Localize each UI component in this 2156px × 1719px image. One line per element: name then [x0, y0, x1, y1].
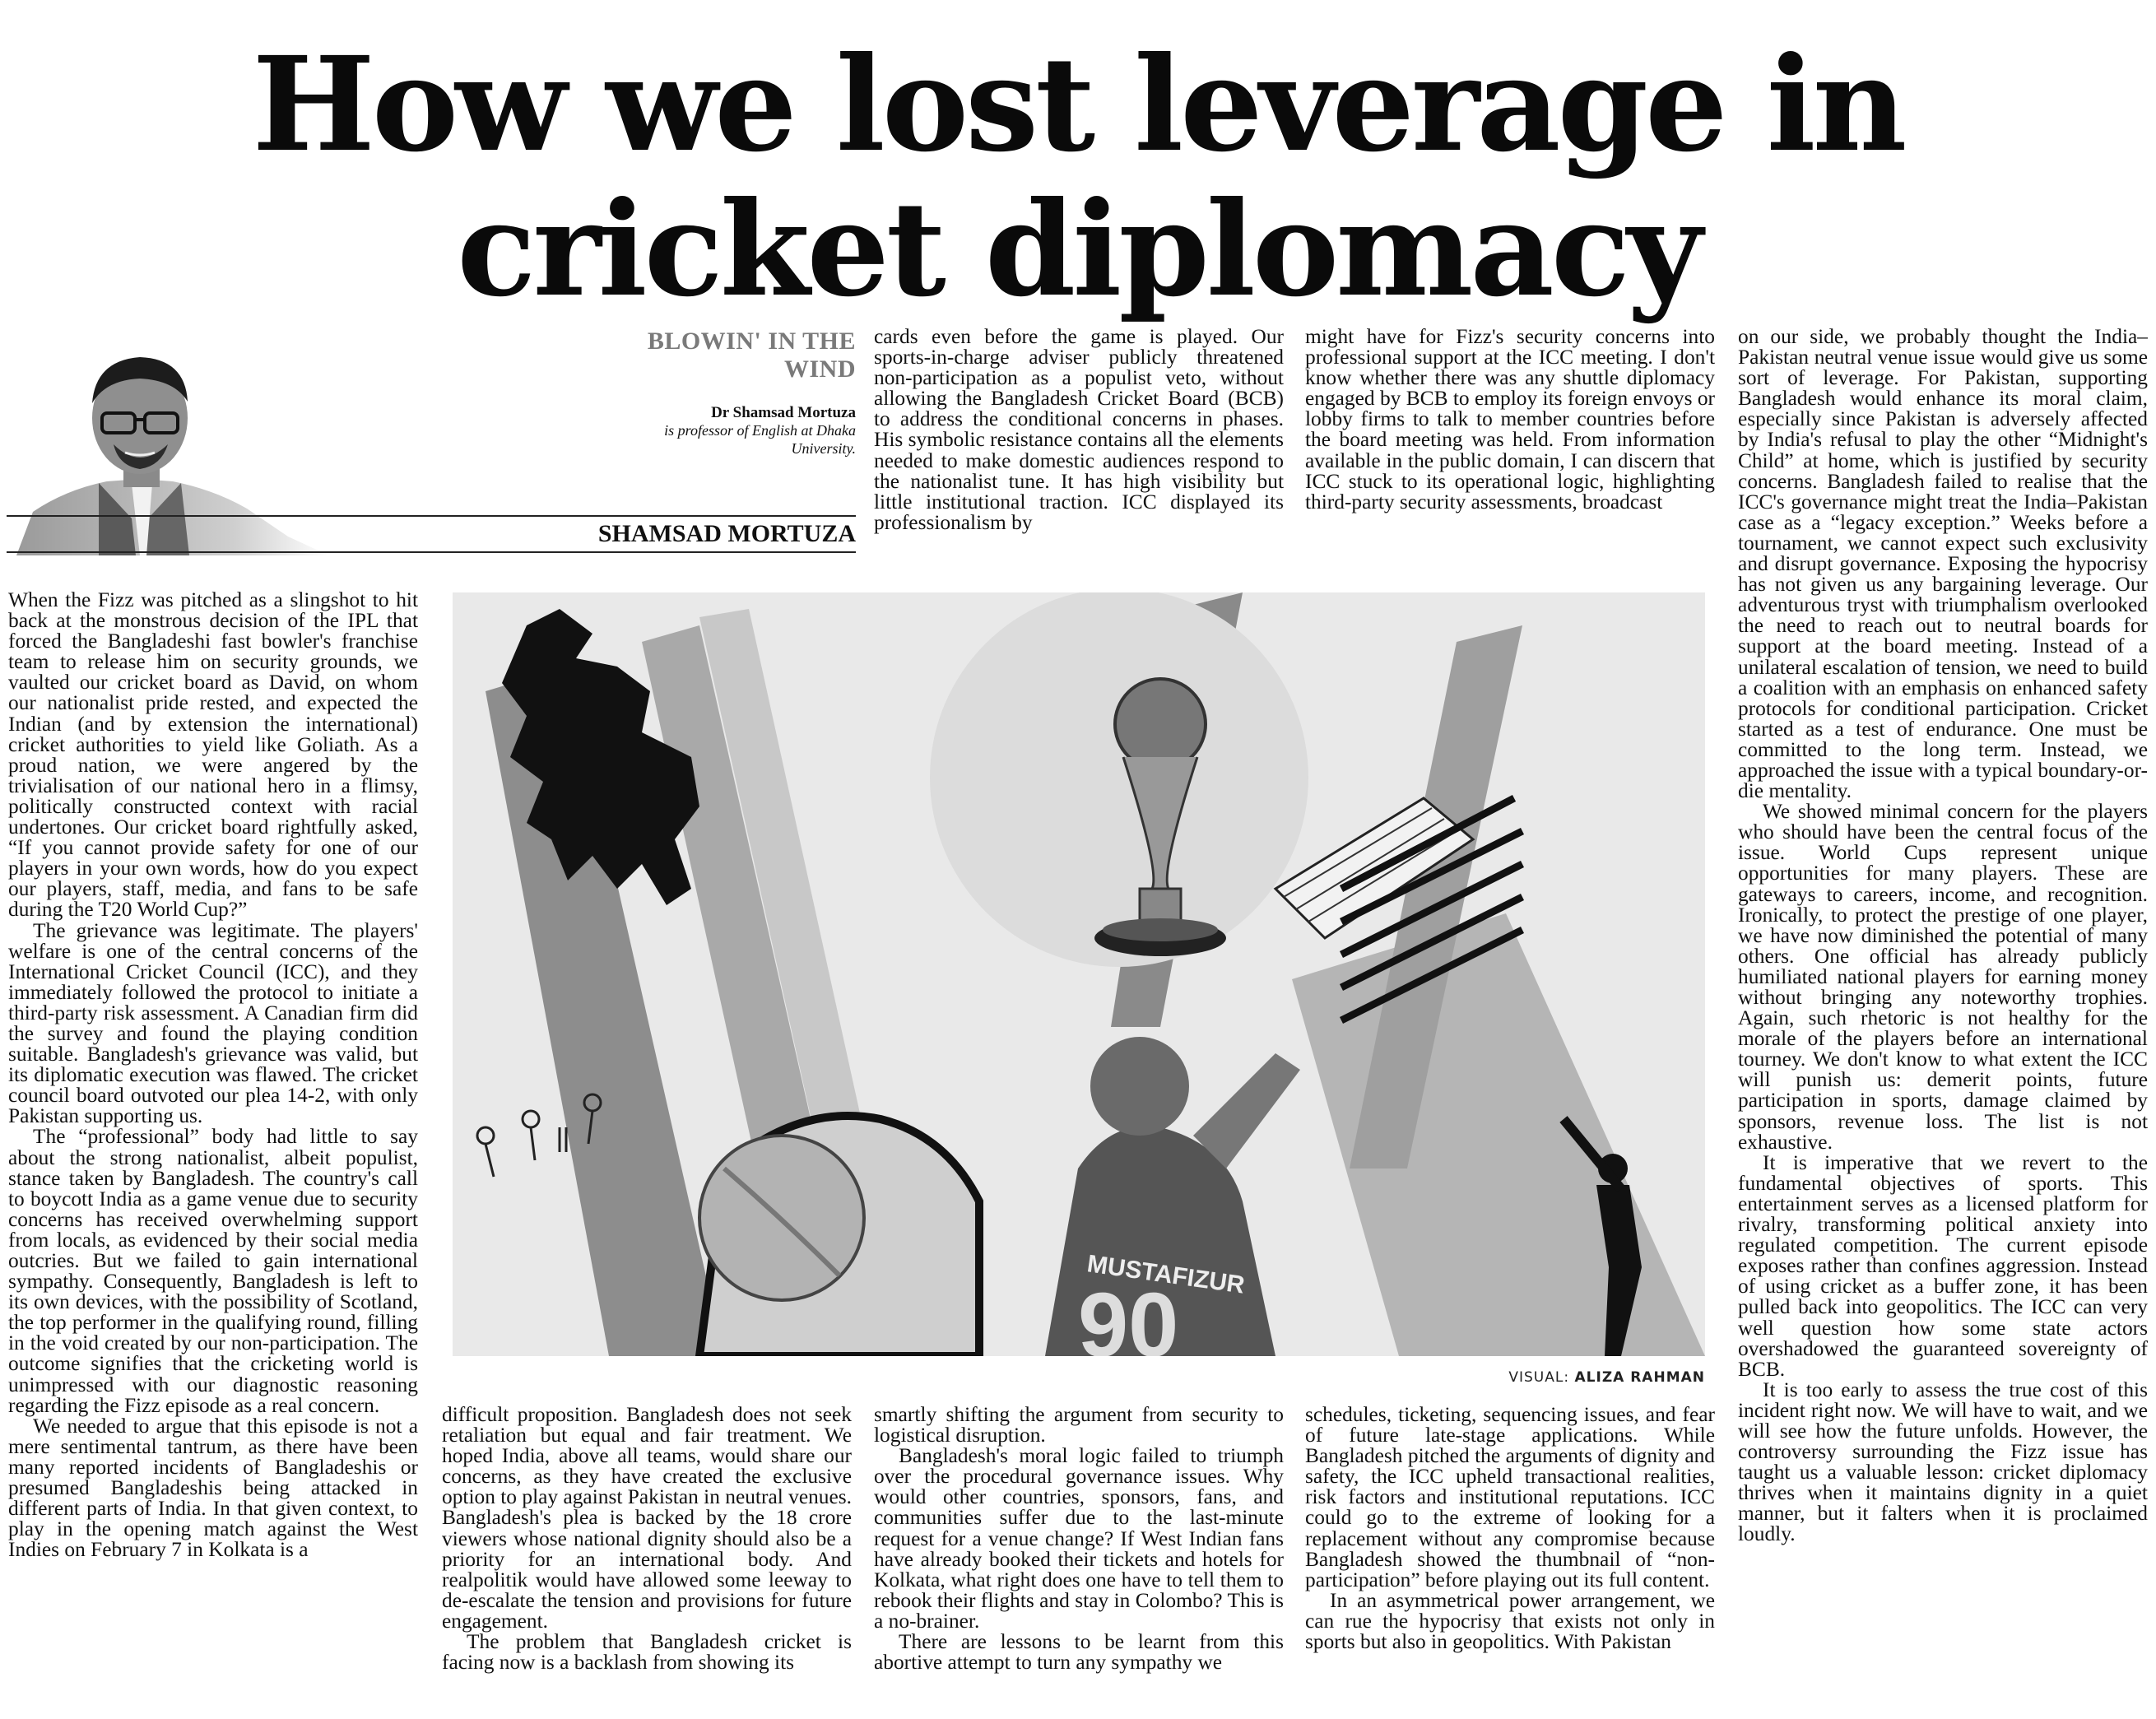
article-column-3-top [1305, 327, 1715, 557]
paragraph: The grievance was legitimate. The players' welfare is one of the central concerns of the International Cricket Council (ICC), and they immediately followed the protocol to initiate a third-party risk assessment. A Canadian firm did the survey and found the playing condition suitable. Bangladesh's grievance was valid, but its diplomatic execution was flawed. The cricket council board outvoted our plea 14-2, with only Pakistan supporting us. [8, 918, 418, 1128]
byline-rule-top [7, 515, 856, 517]
visual-credit: VISUAL: ALIZA RAHMAN [1508, 1369, 1705, 1386]
paragraph: The “professional” body had little to say about the strong nationalist, albeit populist, stance taken by Bangladesh. The country's call to boycott India as a game venue due to security concerns has received overwhelming support from locals, as evidenced by their social media outcries. But we failed to gain international sympathy. Consequently, Bangladesh is left to its own devices, with the possibility of Scotland, the top performer in the qualifying round, filling in the void created by our non-participation. The outcome signifies that the cricketing world is unimpressed with our diagnostic reasoning regarding the Fizz episode as a real concern. [8, 1125, 418, 1417]
jersey-number: 90 [1078, 1275, 1179, 1356]
paragraph: Bangladesh's moral logic failed to triumph over the procedural governance issues. Why would other countries, sponsors, fans, and communities suffer due to the last-minute request for a venue change? If West Indian fans have already booked their tickets and hotels for Kolkata, what right does one have to tell them to rebook their flights and stay in Colombo? This is a no-brainer. [874, 1444, 1284, 1633]
author-bio: is professor of English at Dhaka University. [664, 422, 856, 457]
headline-line-1: How we lost leverage in [252, 29, 1904, 181]
paragraph: The problem that Bangladesh cricket is facing now is a backlash from showing its [442, 1630, 852, 1675]
paragraph: We showed minimal concern for the players who should have been the central focus of the issue. World Cups represent unique opportunities for many players. These are gateways to careers, income, and recognition. Ironically, to protect the prestige of one player, we have now diminished the potential of many others. One official has already publicly humiliated national players for earning money without bringing any noteworthy trophies. Again, such rhetoric is not healthy for the morale of the players before an international tourney. We don't know to what extent the ICC will punish us: demerit points, future participation in sports, damage claimed by sponsors, revenue loss. The list is not exhaustive. [1738, 800, 2148, 1154]
paragraph: schedules, ticketing, sequencing issues, and fear of future late-stage applications. While Bangladesh pitched the arguments of dignity and safety, the ICC upheld transactional realities, risk factors and institutional reputations. ICC could go to the extreme of looking for a replacement without any compromise because Bangladesh showed the thumbnail of “non-participation” before playing out its full content. [1305, 1405, 1715, 1591]
paragraph: It is too early to assess the true cost of this incident right now. We will have to wait, and we will see how the future unfolds. However, the controversy surrounding the Fizz issue has taught us a valuable lesson: cricket diplomacy thrives when it maintains dignity in a quiet manner, but it falters when it is proclaimed loudly. [1738, 1378, 2148, 1546]
article-illustration [453, 592, 1705, 1356]
column-name: BLOWIN' IN THE WIND [647, 328, 856, 383]
article-column-2-bottom [442, 1405, 852, 1709]
headline-line-2: cricket diplomacy [457, 174, 1699, 326]
article-column-3-bottom [874, 1405, 1284, 1709]
jersey-name: MUSTAFIZUR [1085, 1250, 1247, 1299]
paragraph: There are lessons to be learnt from this abortive attempt to turn any sympathy we [874, 1630, 1284, 1675]
cricket-ball-icon [699, 1116, 979, 1356]
article-column-4-bottom-left [1305, 1405, 1715, 1709]
article-column-4 [1738, 327, 2148, 1709]
background-circle [930, 592, 1308, 967]
byline: SHAMSAD MORTUZA [597, 520, 856, 547]
paragraph: difficult proposition. Bangladesh does not seek retaliation but equal and fair treatment. We hoped India, above all teams, would share our concerns, as they have created the exclusive option to play against Pakistan in neutral venues. Bangladesh's plea is backed by the 18 crore viewers whose national dignity should also be a priority for an international body. And realpolitik would have allowed some leeway to de-escalate the tension and provisions for future engagement. [442, 1405, 852, 1633]
article-column-2-top [874, 327, 1284, 557]
headline [0, 29, 2156, 326]
author-portrait [16, 321, 329, 555]
paragraph: In an asymmetrical power arrangement, we can rue the hypocrisy that exists not only in sports but also in geopolitics. With Pakistan [1305, 1588, 1715, 1654]
paragraph: We needed to argue that this episode is not a mere sentimental tantrum, as there have been many reported incidents of Bangladeshis or presumed Bangladeshis being attacked in different parts of India. In that given context, to play in the opening match against the West Indies on February 7 in Kolkata is a [8, 1414, 418, 1562]
author-name: Dr Shamsad Mortuza [711, 404, 856, 421]
paragraph: It is imperative that we revert to the fundamental objectives of sports. This entertainment serves as a licensed platform for rivalry, transforming political anxiety into regulated competition. The current episode exposes rather than confines aggression. Instead of using cricket as a buffer zone, it has been pulled back into geopolitics. The ICC can very well question how some state actors overshadowed the guaranteed sovereignty of BCB. [1738, 1150, 2148, 1381]
paragraph: When the Fizz was pitched as a slingshot to hit back at the monstrous decision of the IPL that forced the Bangladeshi fast bowler's franchise team to release him on security grounds, we vaulted our cricket board as David, on whom our nationalist pride rested, and expected the Indian (and by extension the international) cricket authorities to yield like Goliath. As a proud nation, we were angered by the trivialisation of our national hero in a flimsy, politically constructed context with racial undertones. Our cricket board rightfully asked, “If you cannot provide safety for one of our players in your own words, how do you expect our players, staff, media, and fans to be safe during the T20 World Cup?” [8, 590, 418, 922]
byline-rule-bottom [7, 551, 856, 553]
paragraph: cards even before the game is played. Our sports-in-charge adviser publicly threatened non-participation as a populist veto, without allowing the Bangladesh Cricket Board (BCB) to address the conditional concerns in phases. His symbolic resistance contains all the elements needed to make domestic audiences respond to the nationalist tune. It has high visibility but little institutional traction. ICC displayed its professionalism by [874, 327, 1284, 534]
paragraph: on our side, we probably thought the India–Pakistan neutral venue issue would give us some sort of leverage. For Pakistan, supporting Bangladesh would enhance its moral claim, especially since Pakistan is adversely affected by India's refusal to play the other “Midnight's Child” at home, which is justified by security concerns. Bangladesh failed to realise that the ICC's governance might treat the India–Pakistan case as a “legacy exception.” Weeks before a tournament, we cannot expect such exclusivity and disrupt governance. Exposing the hypocrisy has not given us any bargaining leverage. Our adventurous tryst with triumphalism overlooked the need to reach out to neutral boards for support at the board meeting. Instead of a unilateral escalation of tension, we need to build a coalition with an emphasis on enhanced safety protocols for conditional participation. Cricket started as a test of endurance. One must be committed to the long term. Instead, we approached the issue with a typical boundary-or-die mentality. [1738, 327, 2148, 803]
paragraph: might have for Fizz's security concerns into professional support at the ICC meeting. I don't know whether there was any shuttle diplomacy engaged by BCB to employ its foreign envoys or lobby firms to talk to member countries before the board meeting was held. From information available in the public domain, I can discern that ICC stuck to its operational logic, highlighting third-party security assessments, broadcast [1305, 327, 1715, 513]
paragraph: smartly shifting the argument from security to logistical disruption. [874, 1405, 1284, 1447]
article-column-1 [8, 590, 418, 1709]
